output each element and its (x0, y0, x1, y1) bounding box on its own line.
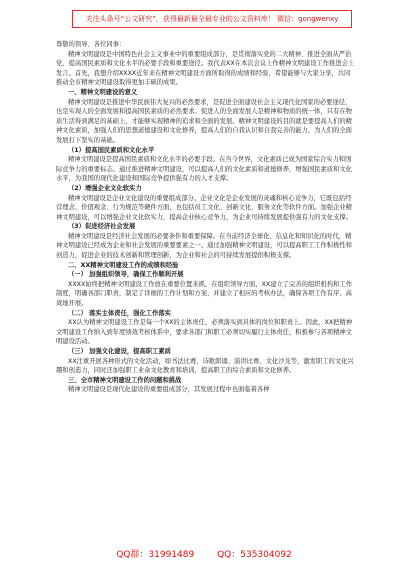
qq-group-text: QQ群：31991489 (116, 550, 195, 560)
section-heading: （3）促进经济社会发展 (68, 223, 136, 231)
body-paragraph: 精神文明建设是中国特色社会主义事业中的重要组成部分，是贯彻落实党的二大精神、推进全面从严治党、提高国民素质和文化水平的必要手段和重要途径。我代表XX在本次会议上作精神文明建设工作推进会上发言。首先，我想介绍XXXX近年来在精神文明建设方面所取得的成绩和经验，希望能够与大家分享，共同推动全市精神文明建设取得更加丰硕的成果。 (56, 50, 355, 87)
section-heading: 一、精神文明建设的意义 (68, 88, 138, 96)
promo-banner: 关注头条号“公文研究”，获得最新最全最专业的公文资料库！ 微信：gongwenxy (72, 10, 352, 28)
section-heading: （1）提高国民素质和文化水平 (68, 146, 155, 154)
body-paragraph: 精神文明建设是现代化建设的重要组成部分，其发展过程中也面临着各种 (68, 386, 270, 394)
section-heading: （一） 加强组织领导，确保工作顺利开展 (68, 271, 184, 279)
body-paragraph: 精神文明建设是推进中华民族伟大复兴的必然要求，是促进全面建设社会主义现代化国家的必要途径，也是实现人的全面发展和提高国民素质的必然要求。促进人的全面发展人是精神和物质的统一体，只有在物质生活得到满足的基础上，才能够实现精神的追求和全面的发展。精神文明建设的目的就是要提高人们的精神文化素质，加强人们的思想道德建设和文化修养，提高人们的自我认识和自我完善的能力，为人们的全面发展打下坚实的基础。 (56, 98, 352, 144)
section-heading: （三） 加强文化建设，提高职工素质 (68, 348, 171, 355)
section-heading: （二） 落实主体责任，强化工作落实 (68, 309, 171, 317)
section-heading: （2）增强企业文化软实力 (68, 184, 142, 192)
body-paragraph: XXXX始终把精神文明建设工作放在重要位置来抓，在组织领导方面，XX建立了完善的组织机构和工作制度，明确各部门职责，制定了详细的工作计划和方案，并建立了相应的考核办法，确保各项工作有序、高效地开展。 (56, 280, 353, 308)
section-heading: 三、全市精神文明建设工作的问题和挑战 (68, 376, 182, 384)
qq-contact-text: QQ：535304092 (217, 550, 292, 560)
body-paragraph: XX认为精神文明建设工作是每一个XX的主体责任，必须落实到具体的岗位和职责上。因此，XX把精神文明建设工作纳入到年度绩效考核体系中，要求各部门和职工必须切实履行主体责任，积极参与各项精神文明建设活动。 (56, 319, 353, 346)
body-paragraph: 精神文明建设是提高国民素质和文化水平的必要手段。在当今世界，文化素质已成为国家综合实力和国际竞争力的重要标志。通过推进精神文明建设，可以提高人们的文化素质和道德修养，增强国民素质和文化水平，为我国的现代化建设和国际竞争提供强有力的人才支撑。 (56, 156, 352, 183)
body-paragraph: 精神文明建设是经济社会发展的必要条件和重要保障。在当前经济全球化、信息化和知识化的时代，精神文明建设已经成为企业和社会发展的重要要素之一。通过加强精神文明建设，可以提高职工工作积极性和创造力，促进企业的技术创新和管理创新，为企业和社会的可持续发展提供积极支撑。 (56, 232, 352, 260)
body-paragraph: 精神文明建设是企业文化建设的重要组成部分。企业文化是企业发展的灵魂和核心竞争力，它既包括经营理念、价值观念、行为规范等硬件方面，也包括员工文化、创新文化、服务文化等软件方面。加强企业精神文明建设，可以增强企业文化软实力，提高企业核心竞争力，为企业可持续发展提供强有力的文化支撑。 (56, 194, 352, 221)
document-body (56, 40, 356, 395)
section-heading: 二、XX精神文明建设工作的成绩和经验 (68, 261, 179, 269)
footer (0, 547, 408, 560)
salutation: 尊敬的领导、各位同事： (56, 41, 126, 48)
body-paragraph: XX注重开展各种形式的文化活动，如书法比赛、诗歌朗诵、演讲比赛、文化沙龙等，激发职工的文化兴趣和创造力，同时还加强职工业余文化教育和培训，提高职工的综合素质和文化修养。 (56, 357, 354, 375)
